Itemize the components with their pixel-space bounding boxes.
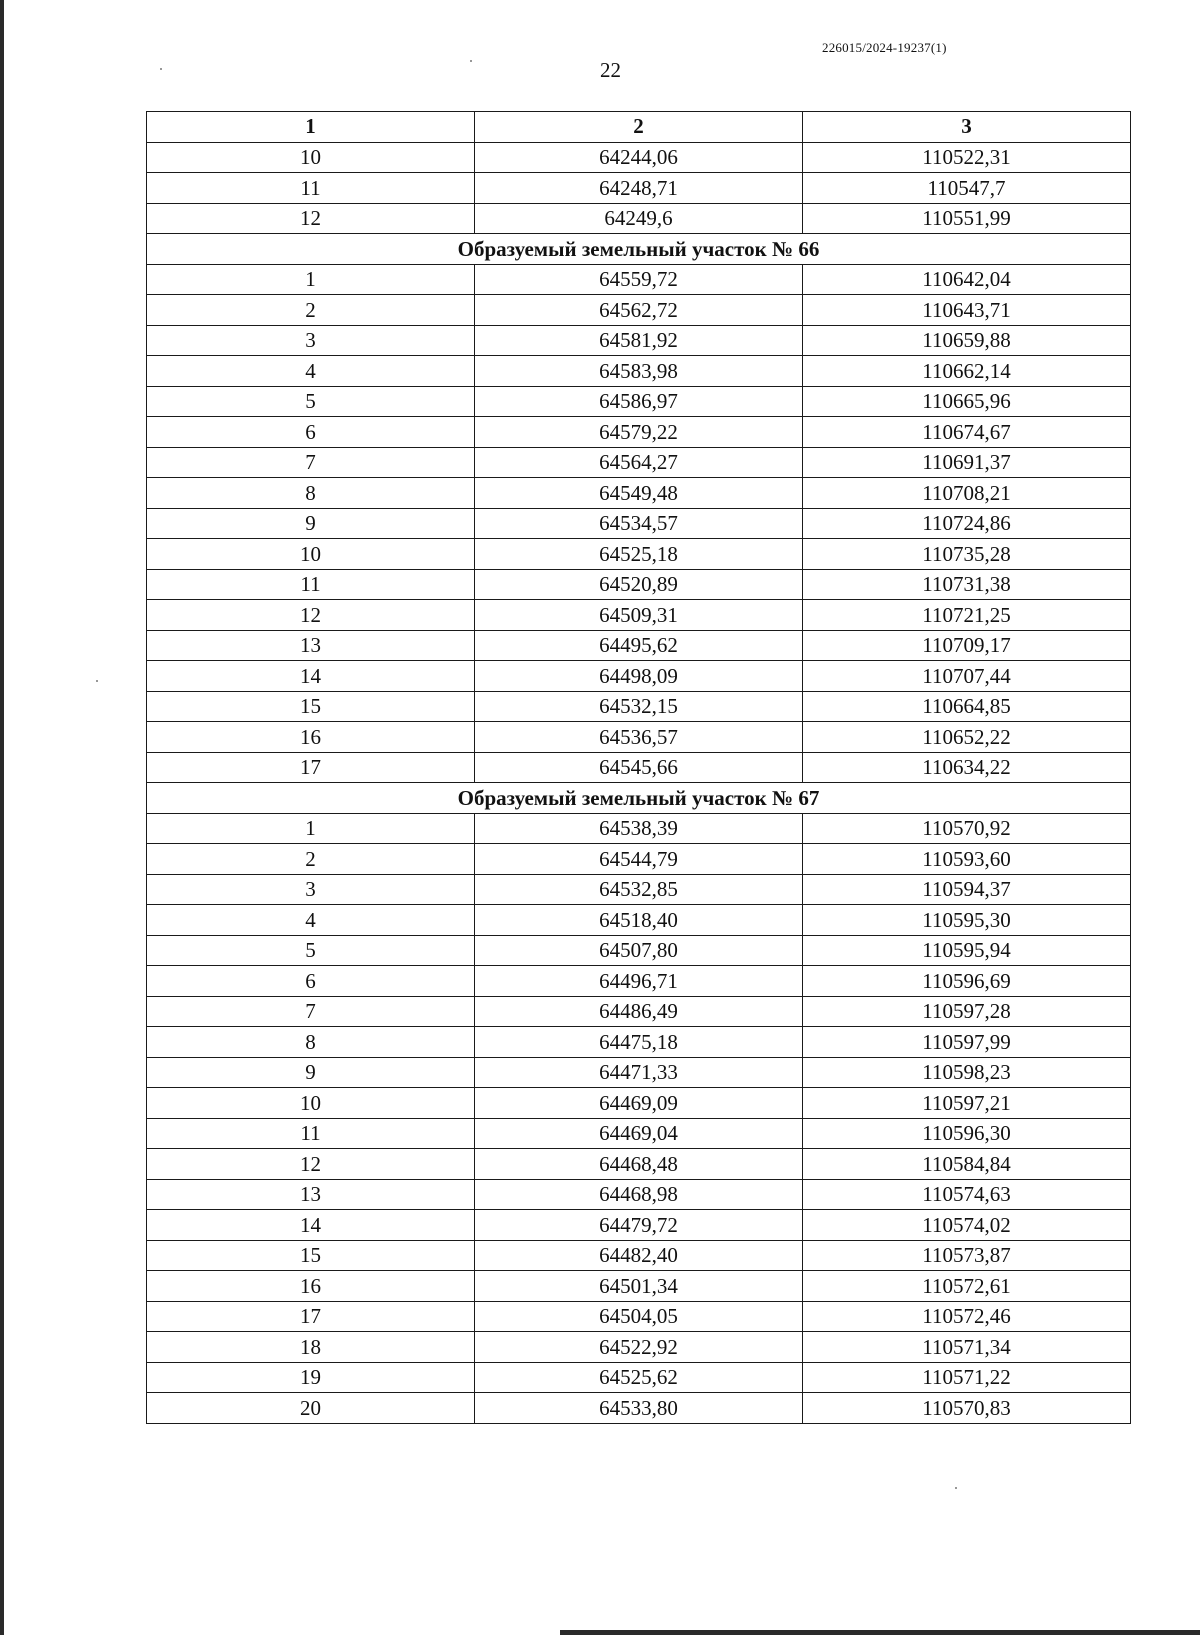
- point-number-cell: 1: [147, 264, 475, 295]
- point-number-cell: 3: [147, 325, 475, 356]
- header-cell-1: 1: [147, 112, 475, 143]
- table-row: [147, 447, 1131, 478]
- y-coordinate-cell: 110724,86: [803, 508, 1131, 539]
- y-coordinate-cell: 110551,99: [803, 203, 1131, 234]
- point-number-cell: 12: [147, 1149, 475, 1180]
- table-row: [147, 874, 1131, 905]
- y-coordinate-cell: 110643,71: [803, 295, 1131, 326]
- x-coordinate-cell: 64525,18: [475, 539, 803, 570]
- scan-speck: [955, 1487, 957, 1489]
- table-row: [147, 722, 1131, 753]
- y-coordinate-cell: 110571,34: [803, 1332, 1131, 1363]
- section-title-row: [147, 234, 1131, 265]
- y-coordinate-cell: 110593,60: [803, 844, 1131, 875]
- x-coordinate-cell: 64479,72: [475, 1210, 803, 1241]
- table-row: [147, 1088, 1131, 1119]
- point-number-cell: 3: [147, 874, 475, 905]
- point-number-cell: 2: [147, 295, 475, 326]
- x-coordinate-cell: 64498,09: [475, 661, 803, 692]
- x-coordinate-cell: 64545,66: [475, 752, 803, 783]
- table-row: [147, 417, 1131, 448]
- table-row: [147, 508, 1131, 539]
- point-number-cell: 12: [147, 203, 475, 234]
- x-coordinate-cell: 64549,48: [475, 478, 803, 509]
- table-row: [147, 752, 1131, 783]
- point-number-cell: 4: [147, 356, 475, 387]
- x-coordinate-cell: 64518,40: [475, 905, 803, 936]
- x-coordinate-cell: 64469,04: [475, 1118, 803, 1149]
- table-row: [147, 1149, 1131, 1180]
- x-coordinate-cell: 64525,62: [475, 1362, 803, 1393]
- table-row: [147, 356, 1131, 387]
- y-coordinate-cell: 110709,17: [803, 630, 1131, 661]
- table-row: [147, 295, 1131, 326]
- y-coordinate-cell: 110598,23: [803, 1057, 1131, 1088]
- table-row: [147, 478, 1131, 509]
- x-coordinate-cell: 64586,97: [475, 386, 803, 417]
- x-coordinate-cell: 64496,71: [475, 966, 803, 997]
- header-cell-2: 2: [475, 112, 803, 143]
- table-row: [147, 691, 1131, 722]
- x-coordinate-cell: 64482,40: [475, 1240, 803, 1271]
- y-coordinate-cell: 110573,87: [803, 1240, 1131, 1271]
- x-coordinate-cell: 64244,06: [475, 142, 803, 173]
- table-row: [147, 1362, 1131, 1393]
- table-row: [147, 935, 1131, 966]
- table-row: [147, 386, 1131, 417]
- x-coordinate-cell: 64507,80: [475, 935, 803, 966]
- coordinates-table-body: [147, 112, 1131, 1424]
- table-row: [147, 173, 1131, 204]
- table-row: [147, 1393, 1131, 1424]
- point-number-cell: 6: [147, 417, 475, 448]
- y-coordinate-cell: 110691,37: [803, 447, 1131, 478]
- y-coordinate-cell: 110547,7: [803, 173, 1131, 204]
- table-row: [147, 1240, 1131, 1271]
- page-number: 22: [600, 58, 621, 82]
- y-coordinate-cell: 110574,02: [803, 1210, 1131, 1241]
- y-coordinate-cell: 110571,22: [803, 1362, 1131, 1393]
- x-coordinate-cell: 64495,62: [475, 630, 803, 661]
- y-coordinate-cell: 110662,14: [803, 356, 1131, 387]
- y-coordinate-cell: 110572,61: [803, 1271, 1131, 1302]
- y-coordinate-cell: 110574,63: [803, 1179, 1131, 1210]
- point-number-cell: 7: [147, 447, 475, 478]
- y-coordinate-cell: 110735,28: [803, 539, 1131, 570]
- table-row: [147, 1301, 1131, 1332]
- x-coordinate-cell: 64504,05: [475, 1301, 803, 1332]
- x-coordinate-cell: 64581,92: [475, 325, 803, 356]
- y-coordinate-cell: 110659,88: [803, 325, 1131, 356]
- y-coordinate-cell: 110522,31: [803, 142, 1131, 173]
- y-coordinate-cell: 110570,92: [803, 813, 1131, 844]
- x-coordinate-cell: 64520,89: [475, 569, 803, 600]
- section-title-row: [147, 783, 1131, 814]
- x-coordinate-cell: 64532,15: [475, 691, 803, 722]
- x-coordinate-cell: 64509,31: [475, 600, 803, 631]
- y-coordinate-cell: 110642,04: [803, 264, 1131, 295]
- table-header-row: [147, 112, 1131, 143]
- y-coordinate-cell: 110708,21: [803, 478, 1131, 509]
- point-number-cell: 9: [147, 1057, 475, 1088]
- x-coordinate-cell: 64475,18: [475, 1027, 803, 1058]
- table-row: [147, 142, 1131, 173]
- y-coordinate-cell: 110597,99: [803, 1027, 1131, 1058]
- point-number-cell: 8: [147, 478, 475, 509]
- y-coordinate-cell: 110596,69: [803, 966, 1131, 997]
- y-coordinate-cell: 110597,28: [803, 996, 1131, 1027]
- x-coordinate-cell: 64536,57: [475, 722, 803, 753]
- table-row: [147, 661, 1131, 692]
- table-row: [147, 996, 1131, 1027]
- x-coordinate-cell: 64544,79: [475, 844, 803, 875]
- point-number-cell: 17: [147, 1301, 475, 1332]
- point-number-cell: 15: [147, 1240, 475, 1271]
- table-row: [147, 1027, 1131, 1058]
- table-row: [147, 203, 1131, 234]
- x-coordinate-cell: 64534,57: [475, 508, 803, 539]
- point-number-cell: 1: [147, 813, 475, 844]
- x-coordinate-cell: 64579,22: [475, 417, 803, 448]
- table-row: [147, 264, 1131, 295]
- y-coordinate-cell: 110597,21: [803, 1088, 1131, 1119]
- y-coordinate-cell: 110570,83: [803, 1393, 1131, 1424]
- section-title: Образуемый земельный участок № 67: [147, 783, 1131, 814]
- table-row: [147, 1332, 1131, 1363]
- y-coordinate-cell: 110596,30: [803, 1118, 1131, 1149]
- point-number-cell: 11: [147, 173, 475, 204]
- scan-speck: [160, 68, 162, 70]
- table-row: [147, 325, 1131, 356]
- y-coordinate-cell: 110731,38: [803, 569, 1131, 600]
- point-number-cell: 16: [147, 1271, 475, 1302]
- scan-speck: [96, 680, 98, 682]
- x-coordinate-cell: 64468,48: [475, 1149, 803, 1180]
- point-number-cell: 19: [147, 1362, 475, 1393]
- scan-left-edge: [0, 0, 4, 1635]
- point-number-cell: 15: [147, 691, 475, 722]
- x-coordinate-cell: 64564,27: [475, 447, 803, 478]
- table-row: [147, 966, 1131, 997]
- point-number-cell: 17: [147, 752, 475, 783]
- point-number-cell: 14: [147, 1210, 475, 1241]
- y-coordinate-cell: 110634,22: [803, 752, 1131, 783]
- point-number-cell: 10: [147, 1088, 475, 1119]
- y-coordinate-cell: 110595,94: [803, 935, 1131, 966]
- point-number-cell: 11: [147, 569, 475, 600]
- point-number-cell: 14: [147, 661, 475, 692]
- y-coordinate-cell: 110584,84: [803, 1149, 1131, 1180]
- y-coordinate-cell: 110572,46: [803, 1301, 1131, 1332]
- table-row: [147, 1118, 1131, 1149]
- table-row: [147, 630, 1131, 661]
- x-coordinate-cell: 64559,72: [475, 264, 803, 295]
- x-coordinate-cell: 64471,33: [475, 1057, 803, 1088]
- point-number-cell: 16: [147, 722, 475, 753]
- point-number-cell: 20: [147, 1393, 475, 1424]
- table-row: [147, 1057, 1131, 1088]
- x-coordinate-cell: 64248,71: [475, 173, 803, 204]
- point-number-cell: 8: [147, 1027, 475, 1058]
- table-row: [147, 1210, 1131, 1241]
- table-row: [147, 569, 1131, 600]
- table-row: [147, 1179, 1131, 1210]
- table-row: [147, 905, 1131, 936]
- x-coordinate-cell: 64249,6: [475, 203, 803, 234]
- x-coordinate-cell: 64533,80: [475, 1393, 803, 1424]
- y-coordinate-cell: 110721,25: [803, 600, 1131, 631]
- x-coordinate-cell: 64486,49: [475, 996, 803, 1027]
- table-row: [147, 844, 1131, 875]
- y-coordinate-cell: 110674,67: [803, 417, 1131, 448]
- x-coordinate-cell: 64538,39: [475, 813, 803, 844]
- scan-bottom-edge: [560, 1630, 1200, 1635]
- table-row: [147, 539, 1131, 570]
- y-coordinate-cell: 110707,44: [803, 661, 1131, 692]
- x-coordinate-cell: 64501,34: [475, 1271, 803, 1302]
- y-coordinate-cell: 110652,22: [803, 722, 1131, 753]
- header-cell-3: 3: [803, 112, 1131, 143]
- document-id: 226015/2024-19237(1): [822, 40, 947, 55]
- point-number-cell: 5: [147, 386, 475, 417]
- point-number-cell: 2: [147, 844, 475, 875]
- point-number-cell: 5: [147, 935, 475, 966]
- x-coordinate-cell: 64583,98: [475, 356, 803, 387]
- table-row: [147, 1271, 1131, 1302]
- y-coordinate-cell: 110595,30: [803, 905, 1131, 936]
- point-number-cell: 12: [147, 600, 475, 631]
- table-row: [147, 813, 1131, 844]
- coordinates-table: [146, 111, 1131, 1424]
- x-coordinate-cell: 64562,72: [475, 295, 803, 326]
- x-coordinate-cell: 64469,09: [475, 1088, 803, 1119]
- y-coordinate-cell: 110664,85: [803, 691, 1131, 722]
- point-number-cell: 7: [147, 996, 475, 1027]
- point-number-cell: 6: [147, 966, 475, 997]
- x-coordinate-cell: 64468,98: [475, 1179, 803, 1210]
- point-number-cell: 10: [147, 539, 475, 570]
- table-row: [147, 600, 1131, 631]
- scan-speck: [470, 60, 472, 62]
- point-number-cell: 9: [147, 508, 475, 539]
- x-coordinate-cell: 64532,85: [475, 874, 803, 905]
- section-title: Образуемый земельный участок № 66: [147, 234, 1131, 265]
- point-number-cell: 4: [147, 905, 475, 936]
- y-coordinate-cell: 110665,96: [803, 386, 1131, 417]
- point-number-cell: 11: [147, 1118, 475, 1149]
- y-coordinate-cell: 110594,37: [803, 874, 1131, 905]
- point-number-cell: 13: [147, 630, 475, 661]
- point-number-cell: 13: [147, 1179, 475, 1210]
- x-coordinate-cell: 64522,92: [475, 1332, 803, 1363]
- point-number-cell: 18: [147, 1332, 475, 1363]
- point-number-cell: 10: [147, 142, 475, 173]
